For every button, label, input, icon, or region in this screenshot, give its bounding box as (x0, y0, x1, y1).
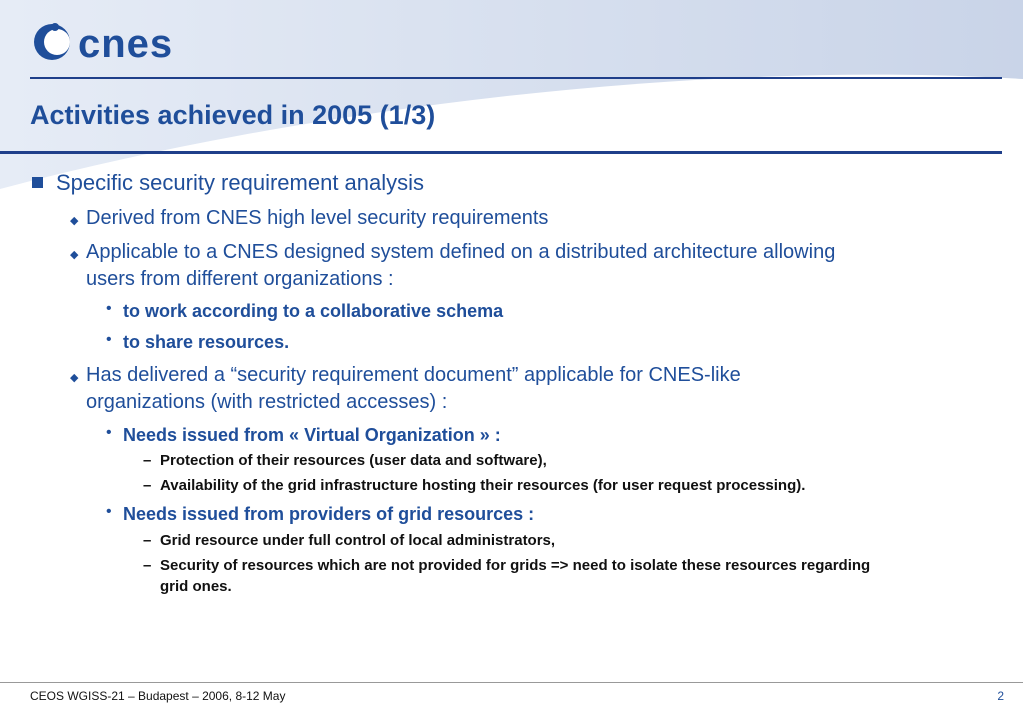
dot-bullet-icon: • (106, 300, 112, 317)
title-rule (0, 151, 1002, 154)
dash-bullet-icon: – (143, 557, 152, 574)
bullet-protection: Protection of their resources (user data and software), (160, 452, 547, 469)
footer-rule (0, 682, 1023, 683)
bullet-security-line1: Security of resources which are not provided for grids => need to isolate these resources regarding (160, 557, 871, 574)
dot-bullet-icon: • (106, 331, 112, 348)
bullet-delivered-line2: organizations (with restricted accesses) : (86, 391, 448, 413)
bullet-needs-providers: Needs issued from providers of grid resources : (123, 504, 535, 524)
dash-bullet-icon: – (143, 532, 152, 549)
logo-text: cnes (78, 22, 174, 66)
bullet-availability: Availability of the grid infrastructure hosting their resources (for user request processing). (160, 477, 806, 494)
slide-title: Activities achieved in 2005 (1/3) (30, 100, 436, 130)
bullet-collaborative: to work according to a collaborative schema (123, 301, 504, 321)
diamond-bullet-icon: ◆ (70, 215, 79, 227)
header-rule (30, 77, 1002, 79)
dot-bullet-icon: • (106, 503, 112, 520)
bullet-derived: Derived from CNES high level security requirements (86, 207, 549, 229)
diamond-bullet-icon: ◆ (70, 249, 79, 261)
footer-text: CEOS WGISS-21 – Budapest – 2006, 8-12 May (30, 689, 286, 703)
bullet-specific-analysis: Specific security requirement analysis (56, 170, 425, 195)
diamond-bullet-icon: ◆ (70, 372, 79, 384)
bullet-applicable-line2: users from different organizations : (86, 268, 394, 290)
dash-bullet-icon: – (143, 452, 152, 469)
cnes-logo-icon (30, 18, 76, 64)
dot-bullet-icon: • (106, 424, 112, 441)
square-bullet-icon (32, 177, 43, 188)
bullet-applicable-line1: Applicable to a CNES designed system defined on a distributed architecture allowing (86, 241, 836, 263)
dash-bullet-icon: – (143, 477, 152, 494)
page-number: 2 (997, 689, 1004, 703)
bullet-needs-vo: Needs issued from « Virtual Organization » : (123, 425, 501, 445)
bullet-share: to share resources. (123, 332, 290, 352)
bullet-security-line2: grid ones. (160, 578, 232, 595)
bullet-grid-resource: Grid resource under full control of local administrators, (160, 532, 556, 549)
bullet-delivered-line1: Has delivered a “security requirement document” applicable for CNES-like (86, 364, 741, 386)
